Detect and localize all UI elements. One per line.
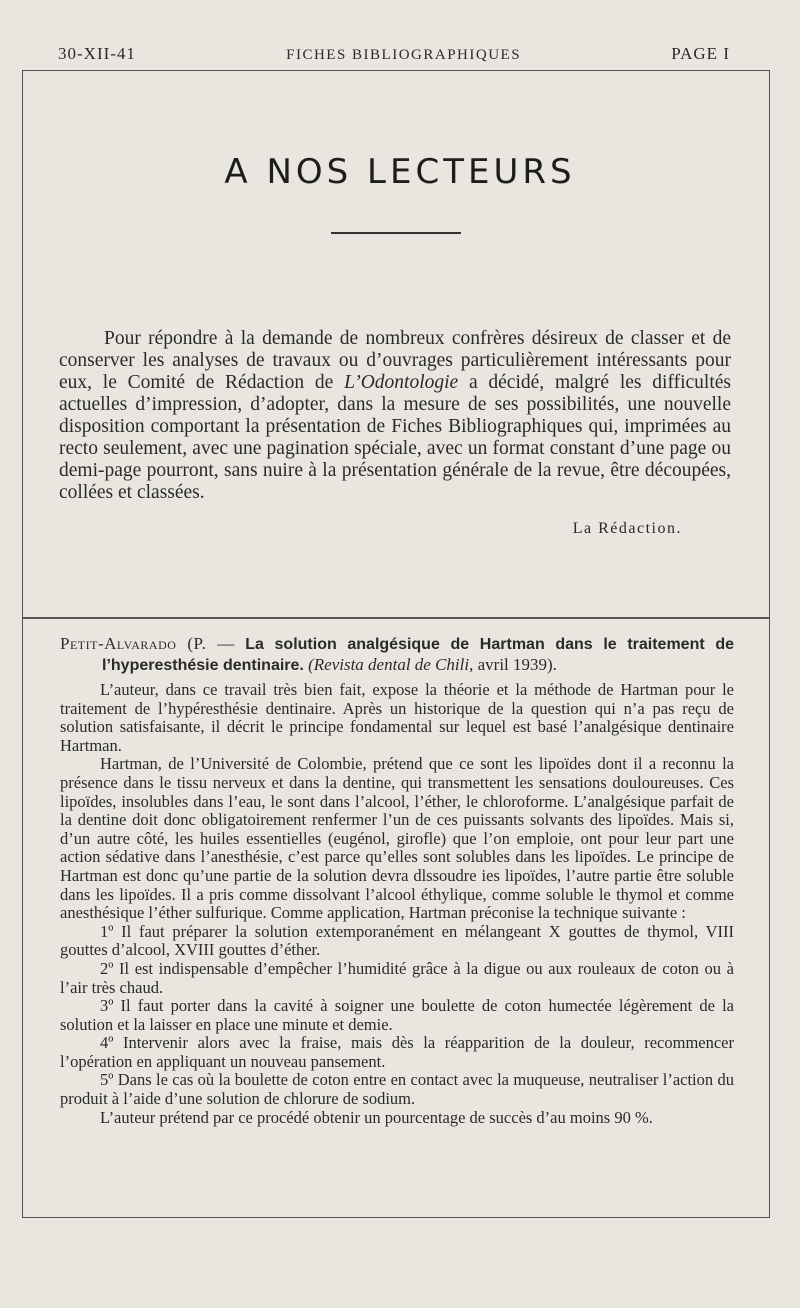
article-paragraph: Hartman, de l’Université de Colombie, prétend que ce sont les lipoïdes dont il a reconnu la présence dans le tissu nerveux et dans la dentine, qui transmettent les sensations douloureuses. Ces lipoïdes, insolubles dans l’eau, le sont dans l’alcool, l’éther, le chloroforme. L’analgésique parfait de la dentine doit donc obligatoirement renfermer l’un de ces puissants solvants des lipoïdes. Mais si, d’un autre côté, les huiles essentielles (eugénol, girofle) que l’on emploie, ont pour leur part une action sédative dans l’anesthésie, c’est parce qu’elles sont solubles dans les lipoïdes. Le principe de Hartman est donc qu’une partie de la solution devra dlssoudre ies lipoïdes, l’autre partie être soluble dans les lipoïdes. Il a pris comme dissolvant l’alcool éthylique, comme soluble le thymol et comme anesthésique l’éther sulfurique. Comme application, Hartman préconise la technique suivante :	[60, 754, 734, 923]
issue-date: 30-XII-41	[58, 44, 136, 63]
article-paragraph: L’auteur, dans ce travail très bien fait, expose la théorie et la méthode de Hartman pour le traitement de l’hypéresthésie dentinaire. Après un historique de la question qui n’a pas reçu de solution satisfaisante, il décrit le principe fondamental sur lequel est basé l’analgésique dentinaire Hartman.	[60, 680, 734, 755]
running-header	[58, 44, 730, 64]
article-paragraph: 1º Il faut préparer la solution extemporanément en mélangeant X gouttes de thymol, VIII gouttes d’alcool, XVIII gouttes d’éther.	[60, 921, 734, 960]
notice-signature: La Rédaction.	[572, 520, 682, 537]
section-title: FICHES BIBLIOGRAPHIQUES	[286, 47, 522, 63]
article-author: Petit-Alvarado (P. —	[60, 634, 235, 653]
article-paragraph: 5º Dans le cas où la boulette de coton entre en contact avec la muqueuse, neutraliser l’action du produit à l’aide d’une solution de chlorure de sodium.	[60, 1070, 734, 1109]
notice-body	[59, 328, 731, 504]
article-paragraph: L’auteur prétend par ce procédé obtenir un pourcentage de succès d’au moins 90 %.	[100, 1107, 653, 1127]
article-journal: (Revista dental de Chili,	[308, 654, 474, 674]
article-paragraph: 4º Intervenir alors avec la fraise, mais dès la réapparition de la douleur, recommencer l’opération en appliquant un nouveau pansement.	[60, 1033, 734, 1071]
bibliographic-entry	[60, 634, 734, 1127]
notice-text-1: Pour répondre à la demande de nombreux confrères désireux de classer et de conserver les analyses de travaux ou d’ouvrages particulièrement intéressants pour eux, le Comité de Rédaction de	[59, 328, 731, 393]
notice-title: A NOS LECTEURS	[224, 152, 576, 192]
article-date: avril 1939).	[477, 654, 557, 674]
article-paragraph: 3º Il faut porter dans la cavité à soigner une boulette de coton humectée légèrement de la solution et la laisser en place une minute et demie.	[60, 996, 734, 1034]
title-underline	[331, 232, 461, 234]
article-reference	[60, 634, 734, 675]
article-title: La solution analgésique de Hartman dans le traitement de l’hyperesthésie dentinaire.	[102, 636, 734, 674]
journal-name: L’Odontologie	[344, 372, 459, 393]
notice-text-2: a décidé, malgré les difficultés actuelles d’impression, d’adopter, dans la mesure de ses possibilités, une nouvelle disposition comportant la présentation de Fiches Bibliographiques qui, imprimées au recto seulement, avec une pagination spéciale, avec un format constant d’une page ou demi-page pourront, sans nuire à la présentation générale de la revue, être découpées, collées et classées.	[59, 372, 732, 503]
article-paragraph: 2º Il est indispensable d’empêcher l’humidité grâce à la digue ou aux rouleaux de coton ou à l’air très chaud.	[60, 958, 734, 997]
page-number: PAGE I	[671, 44, 730, 63]
